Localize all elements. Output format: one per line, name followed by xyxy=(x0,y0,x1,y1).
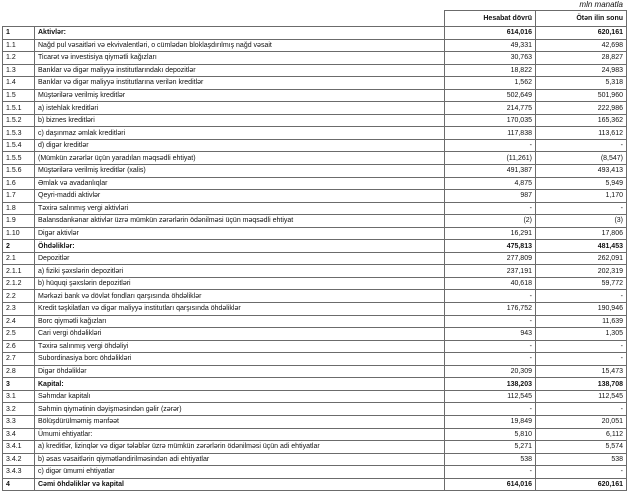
row-label: Balansdankənar aktivlər üzrə mümkün zərərlərin ödənilməsi üçün məqsədli ehtiyat xyxy=(35,215,445,228)
row-value-prior: 20,051 xyxy=(536,415,627,428)
row-value-prior: - xyxy=(536,139,627,152)
row-value-prior: 113,612 xyxy=(536,127,627,140)
row-value-current: 49,331 xyxy=(445,39,536,52)
row-number: 1 xyxy=(3,27,35,40)
row-label: Müştərilərə verilmiş kreditlər (xalis) xyxy=(35,165,445,178)
row-value-prior: 5,949 xyxy=(536,177,627,190)
row-label: Səhmin qiymətinin dəyişməsindən gəlir (zərər) xyxy=(35,403,445,416)
row-label: Öhdəliklər: xyxy=(35,240,445,253)
row-value-current: - xyxy=(445,403,536,416)
row-label: b) hüquqi şəxslərin depozitləri xyxy=(35,277,445,290)
row-value-prior: 15,473 xyxy=(536,365,627,378)
row-value-prior: 6,112 xyxy=(536,428,627,441)
table-row xyxy=(3,353,627,366)
row-value-prior: 17,806 xyxy=(536,227,627,240)
row-value-current: 5,810 xyxy=(445,428,536,441)
row-number: 2.5 xyxy=(3,328,35,341)
row-number: 1.4 xyxy=(3,77,35,90)
row-value-prior: - xyxy=(536,290,627,303)
table-row xyxy=(3,478,627,491)
row-number: 1.5.2 xyxy=(3,114,35,127)
table-row xyxy=(3,415,627,428)
table-row xyxy=(3,265,627,278)
row-value-prior: 202,319 xyxy=(536,265,627,278)
row-value-prior: 1,170 xyxy=(536,190,627,203)
row-label: Subordinasiya borc öhdəlikləri xyxy=(35,353,445,366)
row-label: Qeyri-maddi aktivlər xyxy=(35,190,445,203)
table-row xyxy=(3,390,627,403)
row-label: Kredit təşkilatları və digər maliyyə institutları qarşısında öhdəliklər xyxy=(35,303,445,316)
row-label: Ticarət və investisiya qiymətli kağızları xyxy=(35,52,445,65)
row-number: 1.5.4 xyxy=(3,139,35,152)
row-value-prior: 493,413 xyxy=(536,165,627,178)
table-row xyxy=(3,190,627,203)
row-value-current: 170,035 xyxy=(445,114,536,127)
row-value-current: 502,649 xyxy=(445,89,536,102)
row-label: Banklar və digər maliyyə institutlarındakı depozitlər xyxy=(35,64,445,77)
row-value-current: 475,813 xyxy=(445,240,536,253)
row-value-prior: 262,091 xyxy=(536,252,627,265)
table-row xyxy=(3,52,627,65)
row-label: Aktivlər: xyxy=(35,27,445,40)
row-value-current: 138,203 xyxy=(445,378,536,391)
row-number: 2.7 xyxy=(3,353,35,366)
row-label: c) digər ümumi ehtiyatlar xyxy=(35,466,445,479)
table-row xyxy=(3,365,627,378)
row-value-current: 237,191 xyxy=(445,265,536,278)
row-value-prior: 24,983 xyxy=(536,64,627,77)
row-value-prior: 222,986 xyxy=(536,102,627,115)
table-row xyxy=(3,177,627,190)
row-label: Ümumi ehtiyatlar: xyxy=(35,428,445,441)
row-number: 2.2 xyxy=(3,290,35,303)
row-value-prior: - xyxy=(536,202,627,215)
row-value-current: 40,618 xyxy=(445,277,536,290)
row-number: 2 xyxy=(3,240,35,253)
row-value-current: - xyxy=(445,315,536,328)
row-label: Təxirə salınmış vergi aktivləri xyxy=(35,202,445,215)
row-value-prior: - xyxy=(536,403,627,416)
row-number: 2.1.1 xyxy=(3,265,35,278)
row-number: 1.6 xyxy=(3,177,35,190)
table-header-row xyxy=(3,11,627,27)
row-label: Səhmdar kapitalı xyxy=(35,390,445,403)
row-label: Banklar və digər maliyyə institutlarına verilən kreditlər xyxy=(35,77,445,90)
table-row xyxy=(3,378,627,391)
table-row xyxy=(3,39,627,52)
row-value-current: 112,545 xyxy=(445,390,536,403)
row-value-prior: 5,574 xyxy=(536,441,627,454)
row-value-current: 987 xyxy=(445,190,536,203)
row-value-current: 614,016 xyxy=(445,27,536,40)
row-value-current: - xyxy=(445,353,536,366)
row-value-current: 491,387 xyxy=(445,165,536,178)
row-label: Cari vergi öhdəlikləri xyxy=(35,328,445,341)
row-value-prior: - xyxy=(536,340,627,353)
table-row xyxy=(3,152,627,165)
row-label: Depozitlər xyxy=(35,252,445,265)
row-value-current: 277,809 xyxy=(445,252,536,265)
row-value-prior: (8,547) xyxy=(536,152,627,165)
row-number: 1.5.3 xyxy=(3,127,35,140)
header-blank xyxy=(3,11,445,27)
row-value-prior: (3) xyxy=(536,215,627,228)
row-label: a) kreditlər, lizinqlər və digər tələblər üzrə mümkün zərərlərin ödənilməsi üçün adi ehtiyatlar xyxy=(35,441,445,454)
row-value-current: - xyxy=(445,202,536,215)
row-label: b) biznes kreditləri xyxy=(35,114,445,127)
row-number: 1.5.5 xyxy=(3,152,35,165)
table-row xyxy=(3,328,627,341)
row-number: 2.4 xyxy=(3,315,35,328)
row-value-prior: 28,827 xyxy=(536,52,627,65)
row-number: 2.3 xyxy=(3,303,35,316)
row-number: 3.4.2 xyxy=(3,453,35,466)
row-value-prior: 165,362 xyxy=(536,114,627,127)
row-value-prior: 11,639 xyxy=(536,315,627,328)
row-value-current: 1,562 xyxy=(445,77,536,90)
row-number: 1.5.1 xyxy=(3,102,35,115)
row-value-current: 19,849 xyxy=(445,415,536,428)
row-value-prior: 42,698 xyxy=(536,39,627,52)
row-number: 1.2 xyxy=(3,52,35,65)
row-value-current: 176,752 xyxy=(445,303,536,316)
row-label: Digər öhdəliklər xyxy=(35,365,445,378)
row-label: Mərkəzi bank və dövlət fondları qarşısında öhdəliklər xyxy=(35,290,445,303)
row-number: 3.4 xyxy=(3,428,35,441)
row-label: Cəmi öhdəliklər və kapital xyxy=(35,478,445,491)
row-label: Kapital: xyxy=(35,378,445,391)
row-label: (Mümkün zərərlər üçün yaradılan məqsədli ehtiyat) xyxy=(35,152,445,165)
table-row xyxy=(3,428,627,441)
row-label: Borc qiymətli kağızları xyxy=(35,315,445,328)
row-value-prior: - xyxy=(536,353,627,366)
row-value-prior: 5,318 xyxy=(536,77,627,90)
row-number: 1.5.6 xyxy=(3,165,35,178)
table-row xyxy=(3,77,627,90)
row-value-prior: 620,161 xyxy=(536,27,627,40)
row-value-current: 4,875 xyxy=(445,177,536,190)
table-row xyxy=(3,303,627,316)
table-row xyxy=(3,102,627,115)
row-label: Nağd pul vəsaitləri və ekvivalentləri, o cümlədən bloklaşdırılmış nağd vəsait xyxy=(35,39,445,52)
row-number: 1.10 xyxy=(3,227,35,240)
row-value-current: 20,309 xyxy=(445,365,536,378)
row-value-current: - xyxy=(445,139,536,152)
row-number: 2.8 xyxy=(3,365,35,378)
table-row xyxy=(3,403,627,416)
column-header-current: Hesabat dövrü xyxy=(445,11,536,27)
row-value-prior: 59,772 xyxy=(536,277,627,290)
table-row xyxy=(3,227,627,240)
table-row xyxy=(3,441,627,454)
table-row xyxy=(3,290,627,303)
balance-sheet-table xyxy=(2,10,627,491)
table-row xyxy=(3,202,627,215)
unit-label: mln manatla xyxy=(579,0,623,9)
row-label: a) fiziki şəxslərin depozitləri xyxy=(35,265,445,278)
row-number: 1.7 xyxy=(3,190,35,203)
table-row xyxy=(3,240,627,253)
table-row xyxy=(3,127,627,140)
row-label: Təxirə salınmış vergi öhdəliyi xyxy=(35,340,445,353)
table-row xyxy=(3,466,627,479)
row-label: c) daşınmaz əmlak kreditləri xyxy=(35,127,445,140)
table-body xyxy=(3,27,627,491)
row-label: a) istehlak kreditləri xyxy=(35,102,445,115)
table-row xyxy=(3,89,627,102)
table-row xyxy=(3,27,627,40)
row-number: 1.5 xyxy=(3,89,35,102)
row-value-current: (11,261) xyxy=(445,152,536,165)
table-row xyxy=(3,139,627,152)
row-value-current: 18,822 xyxy=(445,64,536,77)
row-value-current: - xyxy=(445,290,536,303)
row-number: 3.4.3 xyxy=(3,466,35,479)
row-value-current: 117,838 xyxy=(445,127,536,140)
row-value-current: (2) xyxy=(445,215,536,228)
row-number: 2.1 xyxy=(3,252,35,265)
row-label: Müştərilərə verilmiş kreditlər xyxy=(35,89,445,102)
row-label: Əmlak və avadanlıqlar xyxy=(35,177,445,190)
table-row xyxy=(3,315,627,328)
table-row xyxy=(3,340,627,353)
row-number: 2.1.2 xyxy=(3,277,35,290)
row-value-prior: 501,960 xyxy=(536,89,627,102)
row-value-prior: 538 xyxy=(536,453,627,466)
row-number: 1.8 xyxy=(3,202,35,215)
row-value-current: 30,763 xyxy=(445,52,536,65)
table-row xyxy=(3,252,627,265)
row-value-current: 943 xyxy=(445,328,536,341)
table-row xyxy=(3,114,627,127)
row-value-current: 614,016 xyxy=(445,478,536,491)
row-value-prior: 138,708 xyxy=(536,378,627,391)
row-value-current: 538 xyxy=(445,453,536,466)
table-row xyxy=(3,453,627,466)
row-value-prior: 112,545 xyxy=(536,390,627,403)
row-number: 3.4.1 xyxy=(3,441,35,454)
row-number: 3.3 xyxy=(3,415,35,428)
row-value-current: 16,291 xyxy=(445,227,536,240)
row-number: 4 xyxy=(3,478,35,491)
row-number: 2.6 xyxy=(3,340,35,353)
row-label: b) əsas vəsaitlərin qiymətləndirilməsindən adi ehtiyatlar xyxy=(35,453,445,466)
row-value-prior: 620,161 xyxy=(536,478,627,491)
row-number: 3.1 xyxy=(3,390,35,403)
row-number: 1.9 xyxy=(3,215,35,228)
row-value-prior: 481,453 xyxy=(536,240,627,253)
table-row xyxy=(3,165,627,178)
row-number: 1.3 xyxy=(3,64,35,77)
row-value-prior: 190,946 xyxy=(536,303,627,316)
row-label: d) digər kreditlər xyxy=(35,139,445,152)
row-value-current: 5,271 xyxy=(445,441,536,454)
row-number: 3.2 xyxy=(3,403,35,416)
column-header-prior: Ötən ilin sonu xyxy=(536,11,627,27)
row-value-current: - xyxy=(445,340,536,353)
table-row xyxy=(3,277,627,290)
row-number: 3 xyxy=(3,378,35,391)
row-value-prior: - xyxy=(536,466,627,479)
row-value-current: - xyxy=(445,466,536,479)
row-value-current: 214,775 xyxy=(445,102,536,115)
table-row xyxy=(3,215,627,228)
row-label: Digər aktivlər xyxy=(35,227,445,240)
row-number: 1.1 xyxy=(3,39,35,52)
row-label: Bölüşdürülməmiş mənfəət xyxy=(35,415,445,428)
row-value-prior: 1,305 xyxy=(536,328,627,341)
table-row xyxy=(3,64,627,77)
